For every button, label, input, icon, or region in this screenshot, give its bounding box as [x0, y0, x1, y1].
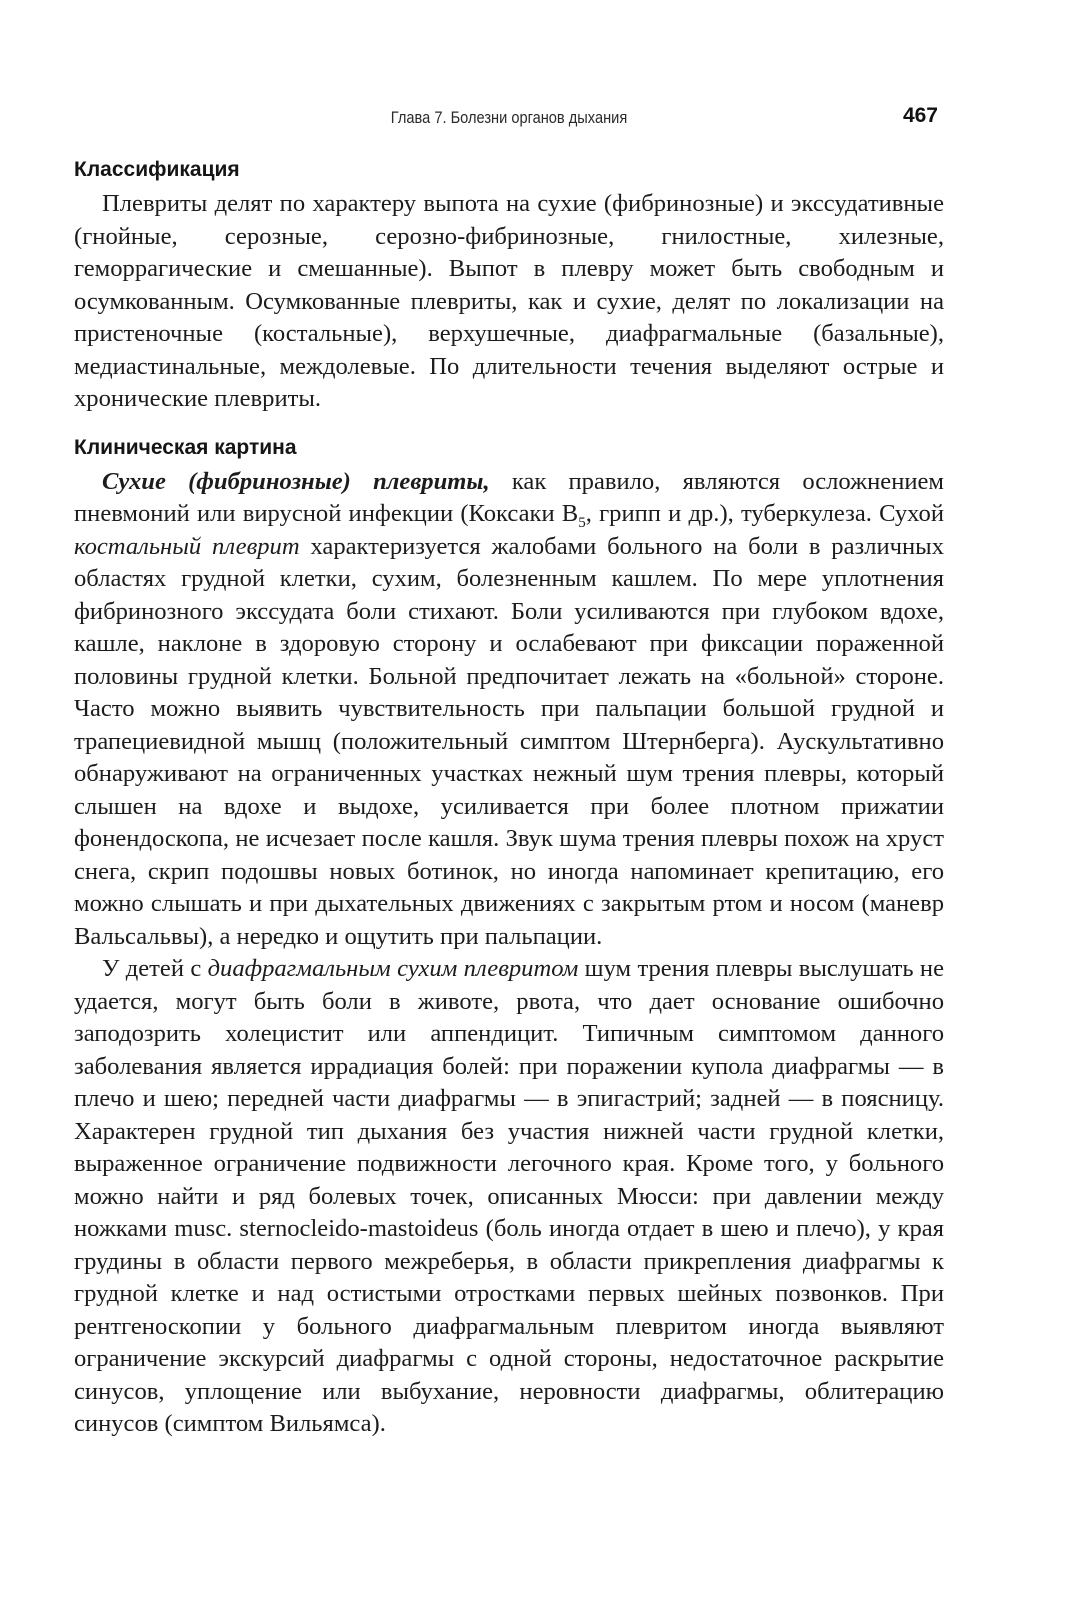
diaphragmatic-pleurisy-paragraph — [74, 953, 944, 1441]
text-segment: , грипп и др.), туберкулеза. Сухой — [585, 500, 944, 527]
diaphragmatic-pleurisy-term: диафрагмальным сухим плевритом — [207, 955, 579, 982]
section-heading-clinical-picture: Клиническая картина — [74, 435, 297, 459]
dry-pleurisy-paragraph — [74, 466, 944, 954]
classification-paragraph: Плевриты делят по характеру выпота на сухие (фибринозные) и экссудативные (гнойные, серозные, серозно-фибринозные, гнилостные, хилезные, геморрагические и смешанные). Выпот в плевру может быть свободным и осумкованным. Осумкованные плевриты, как и сухие, делят по локализации на пристеночные (костальные), верхушечные, диафрагмальные (базальные), медиастинальные, междолевые. По длительности течения выделяют острые и хронические плевриты. — [74, 190, 944, 412]
costal-pleurisy-term: костальный плеврит — [74, 532, 300, 560]
section-heading-classification: Классификация — [74, 158, 240, 181]
running-header — [74, 100, 944, 134]
text-segment: шум трения плевры выслушать не удается, могут быть боли в животе, рвота, что дает основание ошибочно заподозрить холецистит или аппендицит. Типичным симптомом данного заболевания является иррадиация болей: при поражении купола диафрагмы — в плечо и шею; передней части диафрагмы — в эпигастрий; задней — в поясницу. Характерен грудной тип дыхания без участия нижней части грудной клетки, выраженное ограничение подвижности легочного края. Кроме того, у больного можно найти и ряд болевых точек, описанных Мюсси: при давлении между ножками musc. sternocleido-mastoideus (боль иногда отдает в шею и плечо), у края грудины в области первого межреберья, в области прикрепления диафрагмы к грудной клетке и над остистыми отростками первых шейных позвонков. При рентгеноскопии у больного диафрагмальным плевритом иногда выявляют ограничение экскурсий диафрагмы с одной стороны, недостаточное раскрытие синусов, уплощение или выбухание, неровности диафрагмы, облитерацию синусов (симптом Вильямса). — [74, 955, 945, 1437]
dry-pleurisy-term: Сухие (фибринозные) плевриты, — [102, 467, 490, 495]
text-segment: У детей с — [102, 955, 208, 982]
book-page — [74, 100, 944, 1441]
chapter-title: Глава 7. Болезни органов дыхания — [390, 108, 628, 127]
subscript: 5 — [578, 514, 586, 531]
text-segment: как правило, являются осложнением пневмоний или вирусной инфекции (Коксаки B — [74, 467, 944, 527]
text-segment: характеризуется жалобами больного на боли в различных областях грудной клетки, сухим, болезненным кашлем. По мере уплотнения фибринозного экссудата боли стихают. Боли усиливаются при глубоком вдохе, кашле, наклоне в здоровую сторону и ослабевают при фиксации пораженной половины грудной клетки. Больной предпочитает лежать на «больной» стороне. Часто можно выявить чувствительность при пальпации большой грудной и трапециевидной мышц (положительный симптом Штернберга). Аускультативно обнаруживают на ограниченных участках нежный шум трения плевры, который слышен на вдохе и выдохе, усиливается при более плотном прижатии фонендоскопа, не исчезает после кашля. Звук шума трения плевры похож на хруст снега, скрип подошвы новых ботинок, но иногда напоминает крепитацию, его можно слышать и при дыхательных движениях с закрытым ртом и носом (маневр Вальсальвы), а нередко и ощутить при пальпации. — [74, 532, 945, 950]
page-number: 467 — [902, 104, 938, 127]
